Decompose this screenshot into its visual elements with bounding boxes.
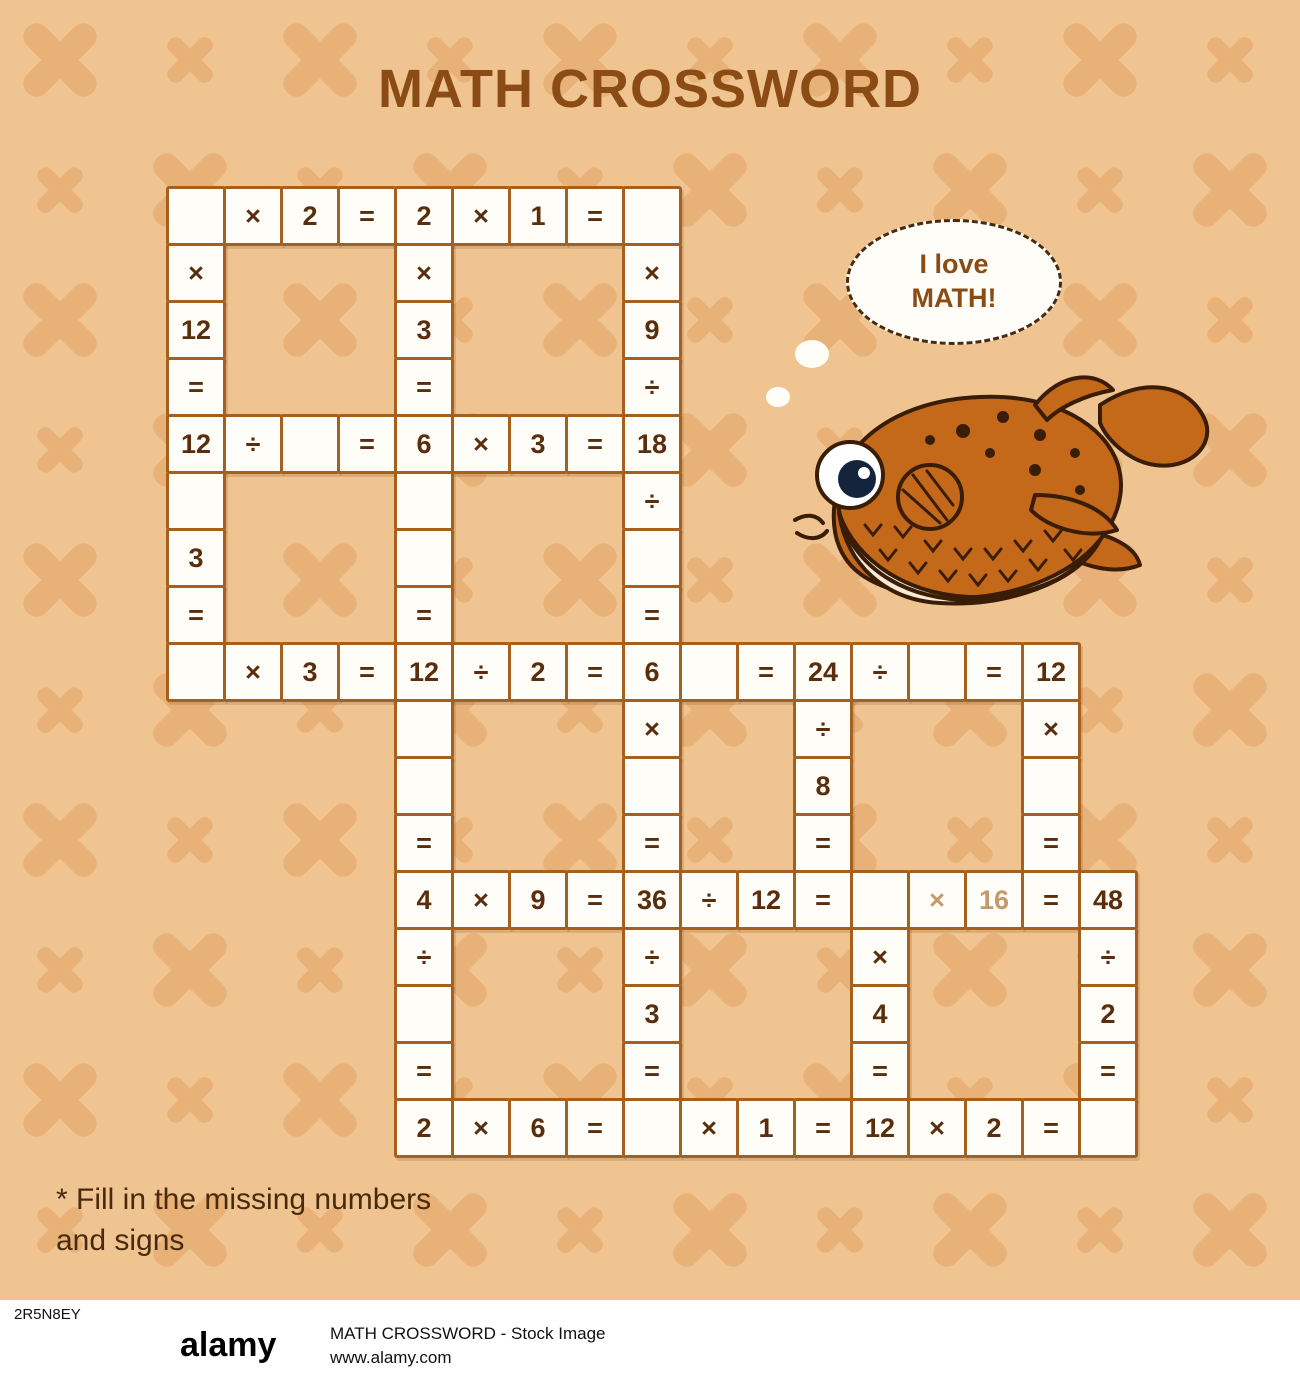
grid-cell[interactable]: × (679, 1098, 739, 1158)
grid-cell[interactable]: × (1021, 699, 1081, 759)
grid-cell[interactable]: = (622, 1041, 682, 1101)
pufferfish-illustration (735, 345, 1215, 645)
grid-cell-empty[interactable] (850, 870, 910, 930)
bubble-line-1: I love (919, 249, 989, 280)
grid-cell[interactable]: × (622, 243, 682, 303)
grid-cell[interactable]: ÷ (451, 642, 511, 702)
grid-cell[interactable]: × (451, 1098, 511, 1158)
grid-cell[interactable]: = (565, 186, 625, 246)
grid-cell[interactable]: = (394, 1041, 454, 1101)
footer-credit-line-2: www.alamy.com (330, 1347, 452, 1367)
footer-credit (330, 1322, 606, 1370)
grid-cell[interactable]: 12 (166, 414, 226, 474)
grid-cell[interactable]: 2 (394, 186, 454, 246)
grid-cell[interactable]: 12 (1021, 642, 1081, 702)
grid-cell[interactable]: 3 (280, 642, 340, 702)
grid-cell-empty[interactable] (622, 756, 682, 816)
grid-cell-empty[interactable] (622, 1098, 682, 1158)
grid-cell[interactable]: = (337, 186, 397, 246)
grid-cell[interactable]: 12 (166, 300, 226, 360)
grid-cell[interactable]: = (793, 870, 853, 930)
grid-cell[interactable]: 12 (736, 870, 796, 930)
grid-cell[interactable]: 6 (622, 642, 682, 702)
grid-cell[interactable]: 2 (1078, 984, 1138, 1044)
grid-cell[interactable]: ÷ (622, 357, 682, 417)
grid-cell[interactable]: 24 (793, 642, 853, 702)
instruction-note: * Fill in the missing numbers and signs (56, 1183, 432, 1257)
grid-cell[interactable]: 9 (508, 870, 568, 930)
grid-cell[interactable]: 8 (793, 756, 853, 816)
grid-cell[interactable]: ÷ (394, 927, 454, 987)
stock-footer (0, 1300, 1300, 1390)
grid-cell[interactable]: × (451, 870, 511, 930)
grid-cell-empty[interactable] (280, 414, 340, 474)
grid-cell[interactable]: ÷ (850, 642, 910, 702)
grid-cell[interactable]: = (394, 585, 454, 645)
grid-cell[interactable]: = (394, 357, 454, 417)
grid-cell[interactable]: 9 (622, 300, 682, 360)
grid-cell[interactable]: × (850, 927, 910, 987)
grid-cell[interactable]: 4 (850, 984, 910, 1044)
grid-cell[interactable]: 2 (394, 1098, 454, 1158)
grid-cell[interactable]: = (850, 1041, 910, 1101)
alamy-logo: alamy (180, 1326, 277, 1364)
grid-cell[interactable]: 48 (1078, 870, 1138, 930)
grid-cell[interactable]: = (964, 642, 1024, 702)
bubble-line-2: MATH! (911, 283, 997, 313)
grid-cell[interactable]: 2 (508, 642, 568, 702)
grid-cell-empty[interactable] (394, 528, 454, 588)
grid-cell[interactable]: 3 (394, 300, 454, 360)
grid-cell[interactable]: = (166, 357, 226, 417)
grid-cell[interactable]: ÷ (679, 870, 739, 930)
grid-cell[interactable]: = (736, 642, 796, 702)
grid-cell[interactable]: 1 (736, 1098, 796, 1158)
grid-cell-empty[interactable] (394, 471, 454, 531)
grid-cell[interactable]: × (907, 870, 967, 930)
grid-cell[interactable]: ÷ (1078, 927, 1138, 987)
grid-cell[interactable]: 3 (508, 414, 568, 474)
grid-cell-empty[interactable] (166, 471, 226, 531)
grid-cell[interactable]: = (1021, 1098, 1081, 1158)
grid-cell[interactable]: 1 (508, 186, 568, 246)
grid-cell[interactable]: = (1021, 870, 1081, 930)
grid-cell[interactable]: = (565, 1098, 625, 1158)
grid-cell[interactable]: = (793, 813, 853, 873)
grid-cell[interactable]: ÷ (622, 927, 682, 987)
speech-bubble (846, 219, 1062, 345)
grid-cell[interactable]: = (565, 414, 625, 474)
grid-cell[interactable]: 2 (280, 186, 340, 246)
grid-cell[interactable]: = (337, 642, 397, 702)
grid-cell-empty[interactable] (394, 699, 454, 759)
grid-cell-empty[interactable] (907, 642, 967, 702)
grid-cell[interactable]: = (622, 585, 682, 645)
grid-cell[interactable]: = (1078, 1041, 1138, 1101)
grid-cell[interactable]: 3 (166, 528, 226, 588)
grid-cell[interactable]: = (394, 813, 454, 873)
footer-credit-line-1: MATH CROSSWORD - Stock Image (330, 1324, 606, 1343)
grid-cell[interactable]: 18 (622, 414, 682, 474)
grid-cell-empty[interactable] (166, 186, 226, 246)
grid-cell[interactable]: = (1021, 813, 1081, 873)
grid-cell[interactable]: ÷ (622, 471, 682, 531)
grid-cell[interactable]: 12 (850, 1098, 910, 1158)
grid-cell[interactable]: 12 (394, 642, 454, 702)
grid-cell[interactable]: × (451, 414, 511, 474)
grid-cell[interactable]: = (166, 585, 226, 645)
grid-cell[interactable]: 36 (622, 870, 682, 930)
grid-cell[interactable]: × (166, 243, 226, 303)
grid-cell[interactable]: = (622, 813, 682, 873)
image-id: 2R5N8EY (14, 1306, 81, 1323)
grid-cell[interactable]: 6 (508, 1098, 568, 1158)
page-title: MATH CROSSWORD (378, 59, 922, 119)
grid-cell-empty[interactable] (166, 642, 226, 702)
grid-cell[interactable]: × (622, 699, 682, 759)
grid-cell-empty[interactable] (1078, 1098, 1138, 1158)
grid-cell-empty[interactable] (622, 186, 682, 246)
grid-cell[interactable]: = (565, 642, 625, 702)
grid-cell-empty[interactable] (679, 642, 739, 702)
grid-cell[interactable]: × (394, 243, 454, 303)
grid-cell[interactable]: = (337, 414, 397, 474)
grid-cell[interactable]: = (565, 870, 625, 930)
grid-cell[interactable]: = (793, 1098, 853, 1158)
grid-cell[interactable]: × (907, 1098, 967, 1158)
grid-cell[interactable]: 4 (394, 870, 454, 930)
grid-cell-empty[interactable] (1021, 756, 1081, 816)
grid-cell-empty[interactable] (394, 984, 454, 1044)
grid-cell[interactable]: × (223, 186, 283, 246)
grid-cell[interactable]: 3 (622, 984, 682, 1044)
grid-cell[interactable]: 6 (394, 414, 454, 474)
grid-cell[interactable]: ÷ (223, 414, 283, 474)
grid-cell[interactable]: ÷ (793, 699, 853, 759)
grid-cell[interactable]: × (223, 642, 283, 702)
grid-cell-empty[interactable] (394, 756, 454, 816)
grid-cell[interactable]: 2 (964, 1098, 1024, 1158)
grid-cell-empty[interactable] (622, 528, 682, 588)
grid-cell[interactable]: × (451, 186, 511, 246)
grid-cell[interactable]: 16 (964, 870, 1024, 930)
